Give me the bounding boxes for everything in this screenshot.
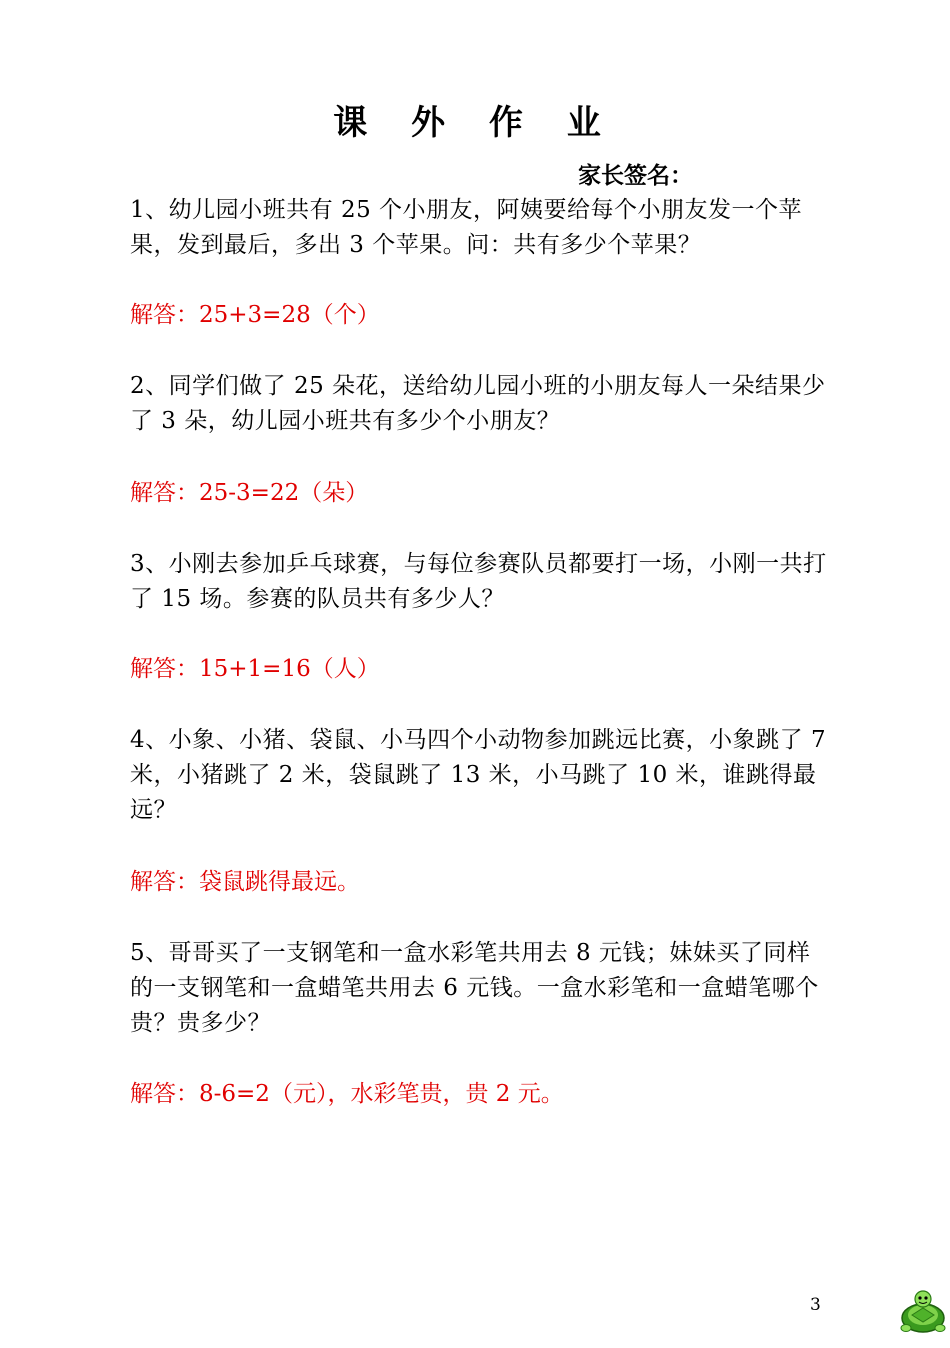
- question-2: 2、同学们做了 25 朵花，送给幼儿园小班的小朋友每人一朵结果少了 3 朵，幼儿园小班共有多少个小朋友？: [130, 373, 826, 434]
- answer-1: 解答：25+3=28（个）: [130, 302, 380, 328]
- page-number: 3: [810, 1295, 821, 1315]
- question-5: 5、哥哥买了一支钢笔和一盒水彩笔共用去 8 元钱；妹妹买了同样的一支钢笔和一盒蜡笔共用去 6 元钱。一盒水彩笔和一盒蜡笔哪个贵？贵多少？: [130, 940, 819, 1036]
- question-3: 3、小刚去参加乒乓球赛，与每位参赛队员都要打一场，小刚一共打了 15 场。参赛的队员共有多少人？: [130, 551, 827, 612]
- question-4: 4、小象、小猪、袋鼠、小马四个小动物参加跳远比赛，小象跳了 7 米，小猪跳了 2 米，袋鼠跳了 13 米，小马跳了 10 米，谁跳得最远？: [130, 727, 827, 823]
- answer-3: 解答：15+1=16（人）: [130, 656, 380, 682]
- question-1: 1、幼儿园小班共有 25 个小朋友，阿姨要给每个小朋友发一个苹果，发到最后，多出 3 个苹果。问：共有多少个苹果？: [130, 197, 803, 258]
- page-title: 课 外 作 业: [333, 103, 617, 143]
- turtle-icon: [898, 1288, 948, 1338]
- answer-4: 解答：袋鼠跳得最远。: [130, 869, 360, 895]
- answer-5: 解答：8-6=2（元），水彩笔贵，贵 2 元。: [130, 1081, 564, 1107]
- parent-signature-label: 家长签名：: [578, 163, 693, 189]
- answer-2: 解答：25-3=22（朵）: [130, 480, 369, 506]
